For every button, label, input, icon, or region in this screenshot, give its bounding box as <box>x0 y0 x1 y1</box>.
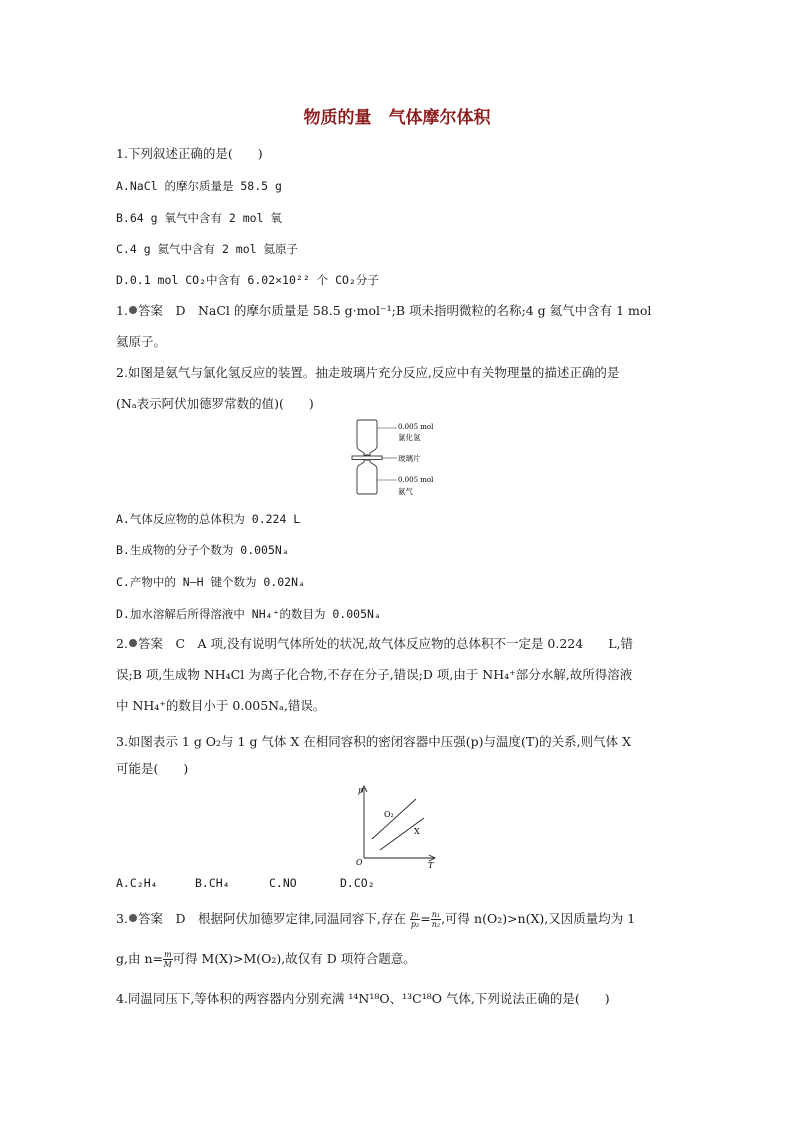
fig-top-amount: 0.005 mol <box>398 423 434 431</box>
glass-plate <box>352 456 382 460</box>
answer-marker-icon <box>129 639 137 647</box>
fig-bottom-amount: 0.005 mol <box>398 476 434 484</box>
q3-answer-text-d: 可得 M(X)>M(O₂),故仅有 D 项符合题意。 <box>172 951 416 966</box>
q3-answer-number: 3. <box>116 911 128 926</box>
q3-option-d: D.CO₂ <box>340 876 375 890</box>
q1-answer-text: 答案 D NaCl 的摩尔质量是 58.5 g·mol⁻¹;B 项未指明微粒的名称;4 g 氦气中含有 1 mol <box>137 303 652 318</box>
fraction-numerator: p₁ <box>410 910 420 919</box>
graph-origin-label: O <box>356 858 363 867</box>
q3-answer-line1 <box>116 910 635 929</box>
lower-flask <box>357 460 377 494</box>
answer-marker-icon <box>129 914 137 922</box>
q3-answer-text-b: ,可得 n(O₂)>n(X),又因质量均为 1 <box>441 911 636 926</box>
fraction-equals: = <box>420 911 431 926</box>
mole-ratio-fraction <box>431 910 441 929</box>
graph-o2-label: O₂ <box>384 810 394 819</box>
q1-answer-line2: 氦原子。 <box>116 334 167 349</box>
fig-bottom-gas: 氨气 <box>398 487 413 496</box>
q3-answer-line2 <box>116 950 416 969</box>
q2-answer-line1 <box>116 635 633 653</box>
q1-answer-line1 <box>116 302 651 320</box>
q3-answer-text-a: 答案 D 根据阿伏加德罗定律,同温同容下,存在 <box>137 911 406 926</box>
q2-option-b: B.生成物的分子个数为 0.005Nₐ <box>116 543 289 557</box>
page-title: 物质的量 气体摩尔体积 <box>303 108 491 128</box>
mass-molar-fraction <box>163 950 173 969</box>
q1-answer-number: 1. <box>116 303 128 318</box>
q2-option-a: A.气体反应物的总体积为 0.224 L <box>116 512 301 526</box>
graph-x-label: X <box>414 827 420 836</box>
q2-option-c: C.产物中的 N—H 键个数为 0.02Nₐ <box>116 575 305 589</box>
graph-T-label: T <box>428 861 434 868</box>
fraction-denominator: n₂ <box>431 920 441 929</box>
pressure-ratio-fraction <box>410 910 420 929</box>
q2-stem-line2: (Nₐ表示阿伏加德罗常数的值)( ) <box>116 396 314 411</box>
gas-flask-apparatus-figure <box>340 418 460 500</box>
q1-option-c: C.4 g 氦气中含有 2 mol 氦原子 <box>116 242 299 256</box>
q1-stem: 1.下列叙述正确的是( ) <box>116 146 263 161</box>
answer-marker-icon <box>129 306 137 314</box>
fraction-numerator: m <box>163 950 172 959</box>
q3-stem-line2: 可能是( ) <box>116 761 189 776</box>
q2-answer-number: 2. <box>116 636 128 651</box>
upper-flask <box>357 420 377 455</box>
q3-option-c: C.NO <box>269 876 297 890</box>
fig-top-gas: 氯化氢 <box>398 433 421 442</box>
q1-option-a: A.NaCl 的摩尔质量是 58.5 g <box>116 179 282 193</box>
q2-stem-line1: 2.如图是氨气与氯化氢反应的装置。抽走玻璃片充分反应,反应中有关物理量的描述正确的是 <box>116 365 620 380</box>
q3-option-b: B.CH₄ <box>195 876 230 890</box>
q3-options <box>116 874 375 892</box>
q2-answer-text: 答案 C A 项,没有说明气体所处的状况,故气体反应物的总体积不一定是 0.224 L,错 <box>137 636 633 651</box>
q2-answer-line3: 中 NH₄⁺的数目小于 0.005Nₐ,错误。 <box>116 698 326 713</box>
o2-line <box>372 799 416 839</box>
fraction-denominator: p₂ <box>410 920 420 929</box>
pressure-temperature-graph <box>350 782 450 868</box>
q2-option-d: D.加水溶解后所得溶液中 NH₄⁺的数目为 0.005Nₐ <box>116 607 381 621</box>
q4-stem: 4.同温同压下,等体积的两容器内分别充满 ¹⁴N¹⁸O、¹³C¹⁸O 气体,下列说法正确的是( ) <box>116 991 610 1006</box>
q3-answer-text-c: g,由 n= <box>116 951 163 966</box>
fraction-numerator: n₁ <box>431 910 441 919</box>
fraction-denominator: M <box>163 960 172 969</box>
fig-glass-label: 玻璃片 <box>398 454 421 463</box>
q1-option-b: B.64 g 氧气中含有 2 mol 氧 <box>116 211 282 225</box>
q3-option-a: A.C₂H₄ <box>116 876 158 890</box>
q3-stem-line1: 3.如图表示 1 g O₂与 1 g 气体 X 在相同容积的密闭容器中压强(p)与温度(T)的关系,则气体 X <box>116 734 631 749</box>
q2-answer-line2: 误;B 项,生成物 NH₄Cl 为离子化合物,不存在分子,错误;D 项,由于 NH₄⁺部分水解,故所得溶液 <box>116 667 633 682</box>
graph-p-label: p <box>358 786 364 795</box>
q1-option-d: D.0.1 mol CO₂中含有 6.02×10²² 个 CO₂分子 <box>116 273 379 287</box>
